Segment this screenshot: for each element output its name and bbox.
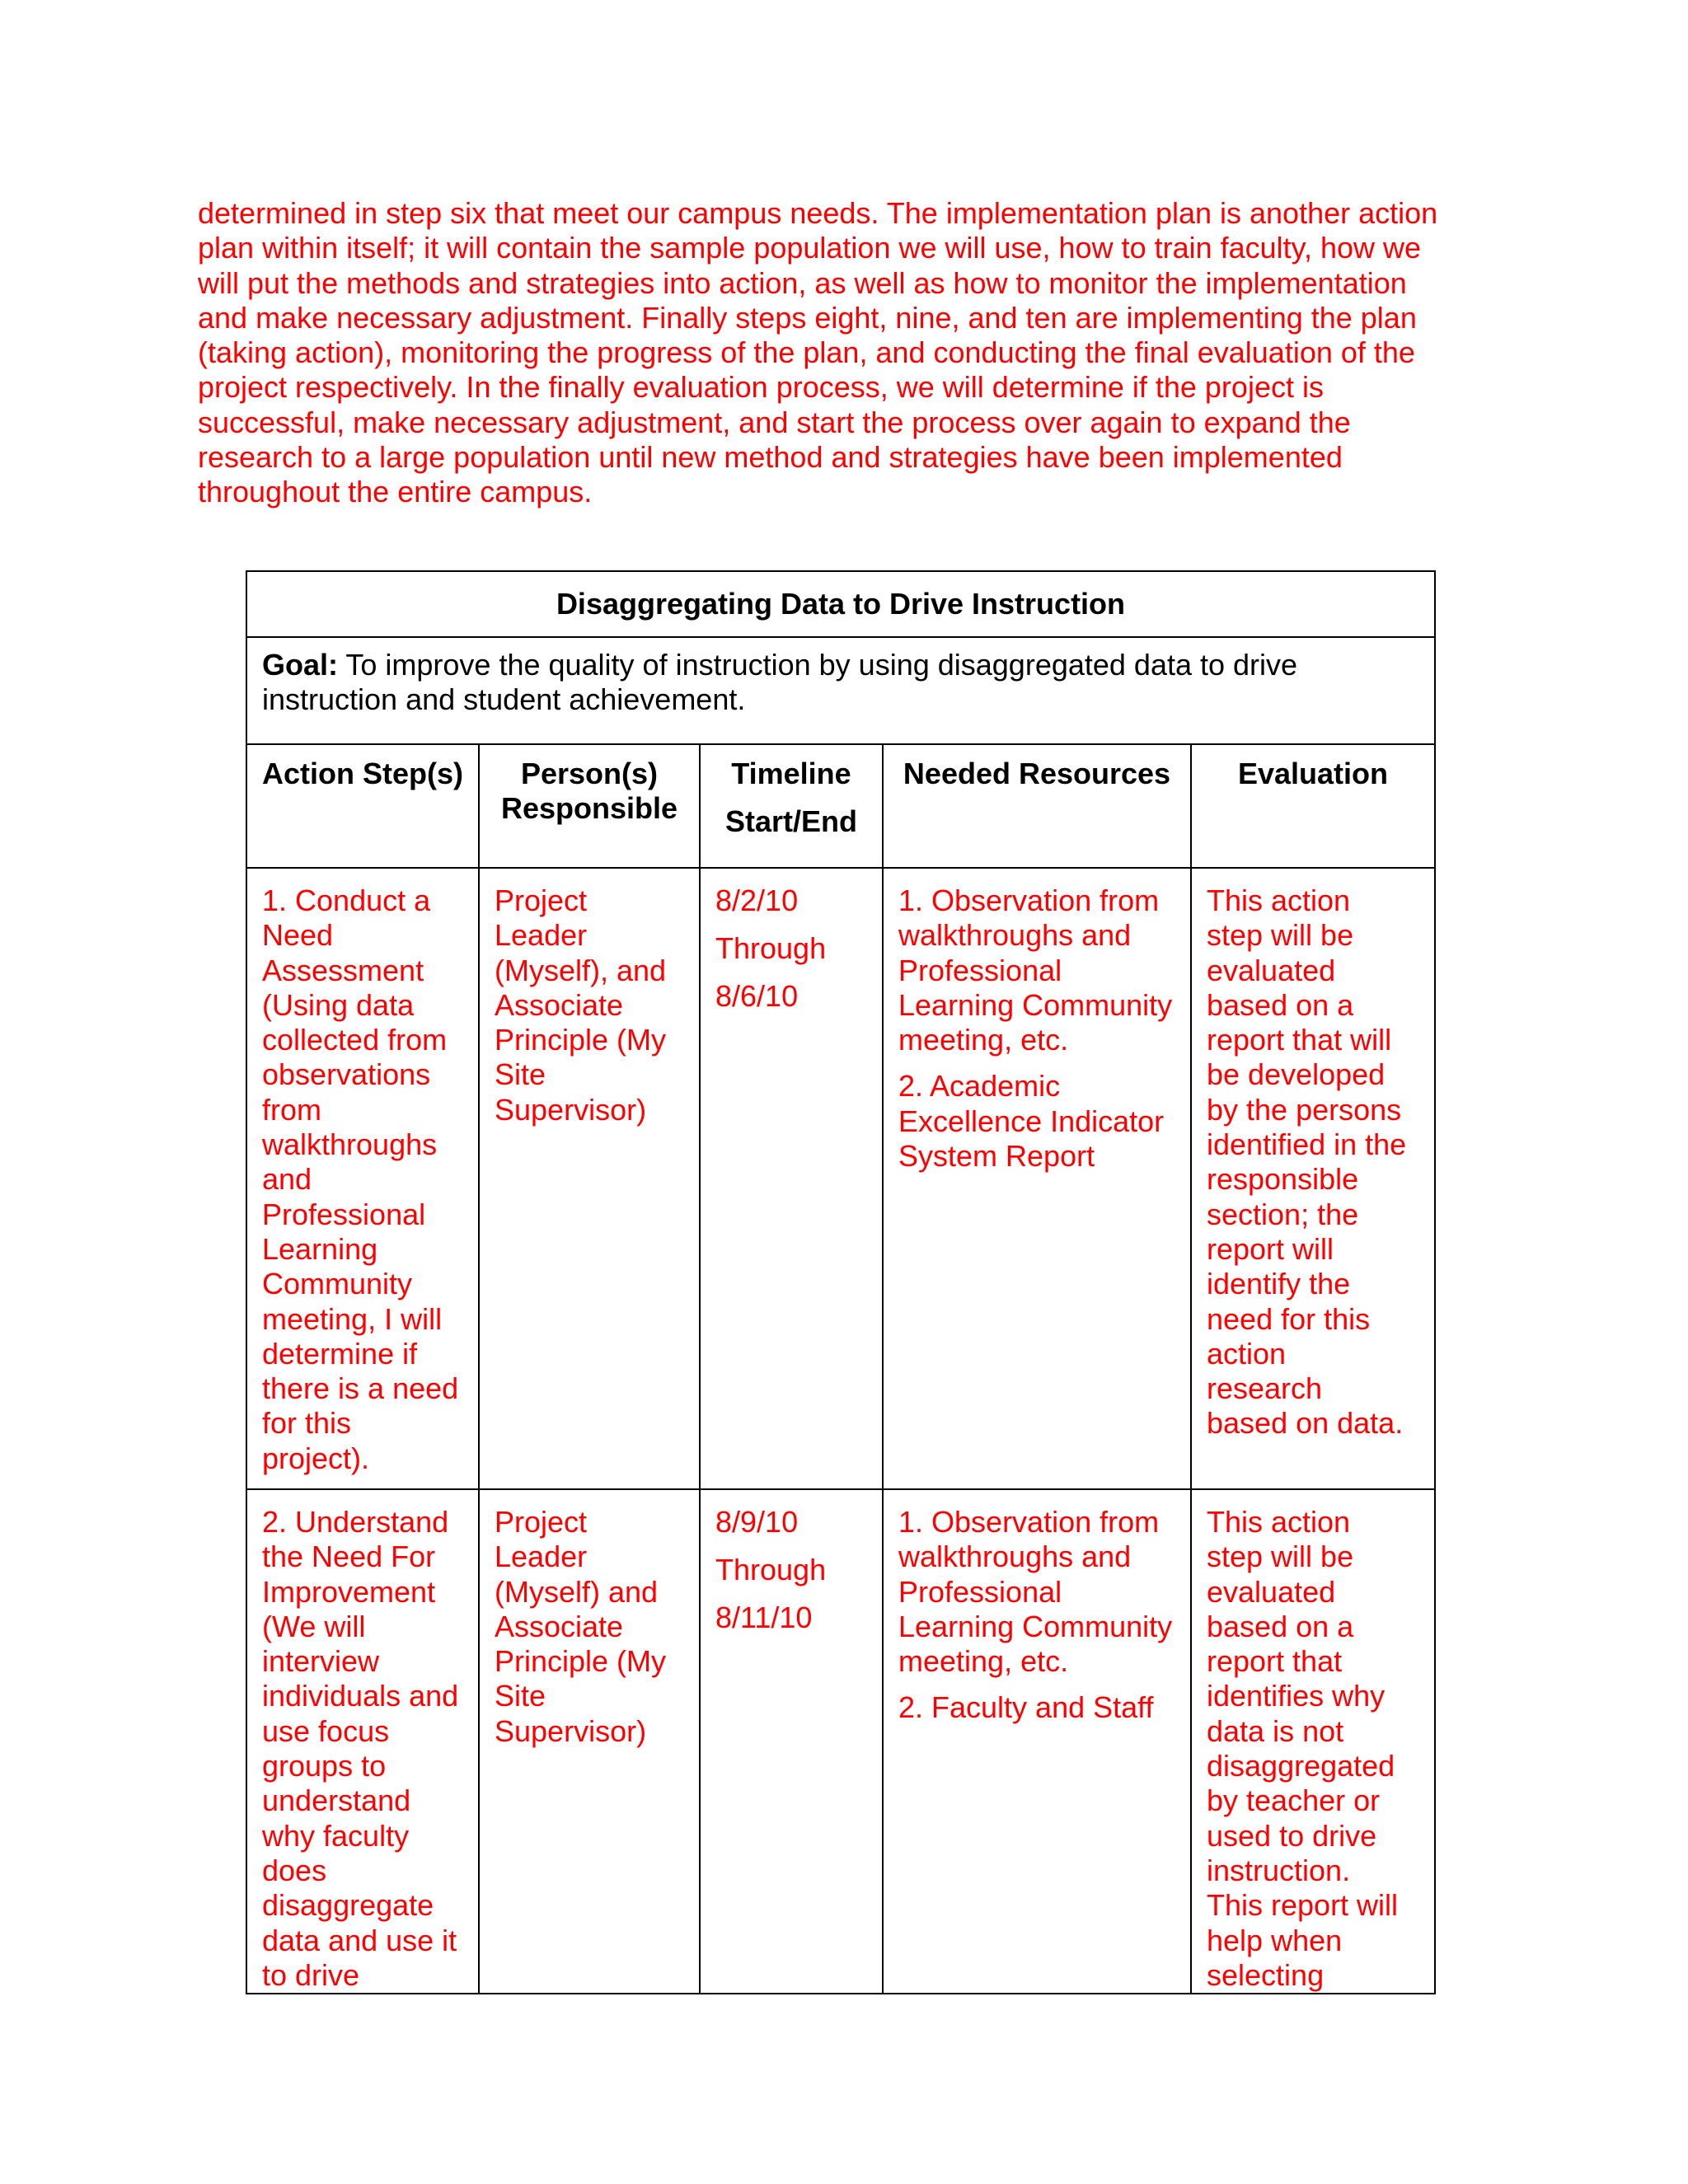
cell-line: 1. Observation from	[898, 1505, 1160, 1539]
cell-line: and	[262, 1162, 312, 1197]
cell-line: action	[1207, 1336, 1287, 1371]
cell-line: Professional	[898, 1574, 1062, 1609]
cell-line: Associate	[495, 987, 624, 1022]
cell-line: the Need For	[262, 1540, 436, 1574]
cell-line: 8/2/10	[715, 883, 799, 917]
intro-line: (taking action), monitoring the progress of the plan, and conducting the final evaluation of the	[198, 335, 1415, 370]
cell-line: report that will	[1207, 1023, 1392, 1057]
cell-line: section; the	[1207, 1197, 1359, 1231]
cell-line: report that	[1207, 1644, 1343, 1679]
table-title: Disaggregating Data to Drive Instruction	[246, 571, 1435, 637]
cell-line: Professional	[262, 1197, 426, 1231]
cell-line: (Using data	[262, 987, 415, 1022]
intro-line: will put the methods and strategies into action, as well as how to monitor the implementation	[198, 265, 1407, 300]
cell-line: Excellence Indicator	[898, 1104, 1165, 1138]
cell-line: 8/9/10	[715, 1505, 799, 1539]
cell-line: Project	[495, 1505, 588, 1539]
cell-line: evaluated	[1207, 1574, 1336, 1609]
cell-line: help when	[1207, 1923, 1343, 1957]
timeline-cell	[700, 1489, 883, 1994]
person-cell	[479, 868, 700, 1489]
cell-line: identified in the	[1207, 1127, 1407, 1162]
cell-line: This action	[1207, 1505, 1351, 1539]
cell-line: (We will	[262, 1609, 366, 1643]
person-cell	[479, 1489, 700, 1994]
cell-line: project).	[262, 1441, 370, 1475]
cell-line: Associate	[495, 1609, 624, 1643]
cell-line: meeting, I will	[262, 1301, 443, 1336]
cell-line: Community	[262, 1267, 413, 1301]
cell-line: need for this	[1207, 1301, 1371, 1336]
goal-text-line: To improve the quality of instruction by using disaggregated data to drive	[345, 648, 1298, 682]
cell-line: Project	[495, 883, 588, 917]
cell-line: Leader	[495, 918, 588, 953]
cell-line: Leader	[495, 1540, 588, 1574]
cell-line: 2. Understand	[262, 1505, 449, 1539]
cell-line: based on a	[1207, 1609, 1354, 1643]
intro-line: throughout the entire campus.	[198, 475, 593, 509]
table-row	[246, 868, 1435, 1489]
cell-line: based on a	[1207, 987, 1354, 1022]
cell-line: This report will	[1207, 1888, 1399, 1923]
cell-line: determine if	[262, 1336, 418, 1371]
cell-line: 1. Conduct a	[262, 883, 431, 917]
resources-cell	[883, 1489, 1191, 1994]
intro-line: successful, make necessary adjustment, and start the process over again to expand the	[198, 405, 1351, 439]
cell-line: identify the	[1207, 1267, 1351, 1301]
cell-line: Need	[262, 918, 334, 953]
cell-line: Professional	[898, 953, 1062, 987]
resource-item	[898, 1505, 1175, 1679]
cell-line: step will be	[1207, 1540, 1354, 1574]
cell-line: by teacher or	[1207, 1783, 1381, 1818]
cell-line: meeting, etc.	[898, 1023, 1069, 1057]
cell-line: disaggregate	[262, 1888, 434, 1923]
cell-line: Site	[495, 1057, 546, 1092]
header-timeline: Timeline Start/End	[700, 744, 883, 868]
cell-line: individuals and	[262, 1679, 459, 1713]
cell-line: based on data.	[1207, 1406, 1404, 1441]
cell-line: does	[262, 1853, 327, 1887]
cell-line: interview	[262, 1644, 380, 1679]
cell-line: 2. Academic	[898, 1069, 1061, 1104]
intro-line: research to a large population until new method and strategies have been implemented	[198, 440, 1343, 475]
cell-line: Principle (My	[495, 1644, 667, 1679]
cell-line: Assessment	[262, 953, 424, 987]
action-plan-table	[246, 570, 1436, 1994]
cell-line: walkthroughs and	[898, 918, 1132, 953]
cell-line: responsible	[1207, 1162, 1359, 1197]
cell-line: Learning	[262, 1231, 378, 1266]
cell-line: Learning Community	[898, 1609, 1173, 1643]
action-step-cell	[246, 1489, 479, 1994]
header-needed-resources: Needed Resources	[883, 744, 1191, 868]
cell-line: System Report	[898, 1139, 1095, 1174]
resource-item	[898, 1690, 1175, 1725]
cell-line: for this	[262, 1406, 352, 1441]
goal-cell	[246, 637, 1435, 744]
cell-line: be developed	[1207, 1057, 1386, 1092]
evaluation-cell	[1191, 1489, 1435, 1994]
cell-line: (Myself), and	[495, 953, 667, 987]
action-step-cell	[246, 868, 479, 1489]
cell-line: data and use it	[262, 1923, 457, 1957]
timeline-cell	[700, 868, 883, 1489]
cell-line: 2. Faculty and Staff	[898, 1690, 1154, 1725]
cell-line: walkthroughs and	[898, 1540, 1132, 1574]
intro-paragraph	[198, 196, 1484, 510]
resource-item	[898, 883, 1175, 1057]
evaluation-cell	[1191, 868, 1435, 1489]
cell-line: This action	[1207, 883, 1351, 917]
intro-line: project respectively. In the finally evaluation process, we will determine if the project is	[198, 370, 1324, 405]
cell-line: identifies why	[1207, 1679, 1386, 1713]
cell-line: to drive	[262, 1957, 360, 1992]
cell-line: 1. Observation from	[898, 883, 1160, 917]
cell-line: Improvement	[262, 1574, 436, 1609]
cell-line: step will be	[1207, 918, 1354, 953]
cell-line: (Myself) and	[495, 1574, 659, 1609]
cell-line: by the persons	[1207, 1092, 1402, 1127]
cell-line: data is not	[1207, 1713, 1344, 1748]
cell-line: collected from	[262, 1023, 448, 1057]
cell-line: Supervisor)	[495, 1092, 647, 1127]
cell-line: used to drive	[1207, 1818, 1377, 1853]
intro-line: plan within itself; it will contain the sample population we will use, how to train faculty, how we	[198, 231, 1422, 265]
cell-line: from	[262, 1092, 321, 1127]
cell-line: selecting	[1207, 1957, 1325, 1992]
goal-label: Goal:	[262, 648, 339, 682]
cell-line: 8/6/10	[715, 979, 799, 1013]
header-evaluation: Evaluation	[1191, 744, 1435, 868]
goal-text-line: instruction and student achievement.	[262, 682, 746, 717]
cell-line: walkthroughs	[262, 1127, 438, 1162]
cell-line: report will	[1207, 1231, 1334, 1266]
cell-line: Through	[715, 1553, 827, 1586]
cell-line: evaluated	[1207, 953, 1336, 987]
cell-line: Principle (My	[495, 1023, 667, 1057]
cell-line: Learning Community	[898, 987, 1173, 1022]
header-action-steps: Action Step(s)	[246, 744, 479, 868]
cell-line: why faculty	[262, 1818, 410, 1853]
cell-line: there is a need	[262, 1371, 459, 1406]
intro-line: and make necessary adjustment. Finally steps eight, nine, and ten are implementing the plan	[198, 300, 1417, 335]
cell-line: groups to	[262, 1749, 387, 1783]
cell-line: Supervisor)	[495, 1713, 647, 1748]
cell-line: instruction.	[1207, 1853, 1351, 1887]
header-persons-responsible: Person(s) Responsible	[479, 744, 700, 868]
cell-line: understand	[262, 1783, 411, 1818]
table-row	[246, 1489, 1435, 1994]
cell-line: disaggregated	[1207, 1749, 1395, 1783]
cell-line: Site	[495, 1679, 546, 1713]
resources-cell	[883, 868, 1191, 1489]
cell-line: research	[1207, 1371, 1323, 1406]
resource-item	[898, 1069, 1175, 1174]
cell-line: meeting, etc.	[898, 1644, 1069, 1679]
intro-line: determined in step six that meet our campus needs. The implementation plan is another action	[198, 196, 1438, 230]
cell-line: 8/11/10	[715, 1601, 813, 1634]
cell-line: observations	[262, 1057, 431, 1092]
cell-line: Through	[715, 931, 827, 965]
cell-line: use focus	[262, 1713, 390, 1748]
